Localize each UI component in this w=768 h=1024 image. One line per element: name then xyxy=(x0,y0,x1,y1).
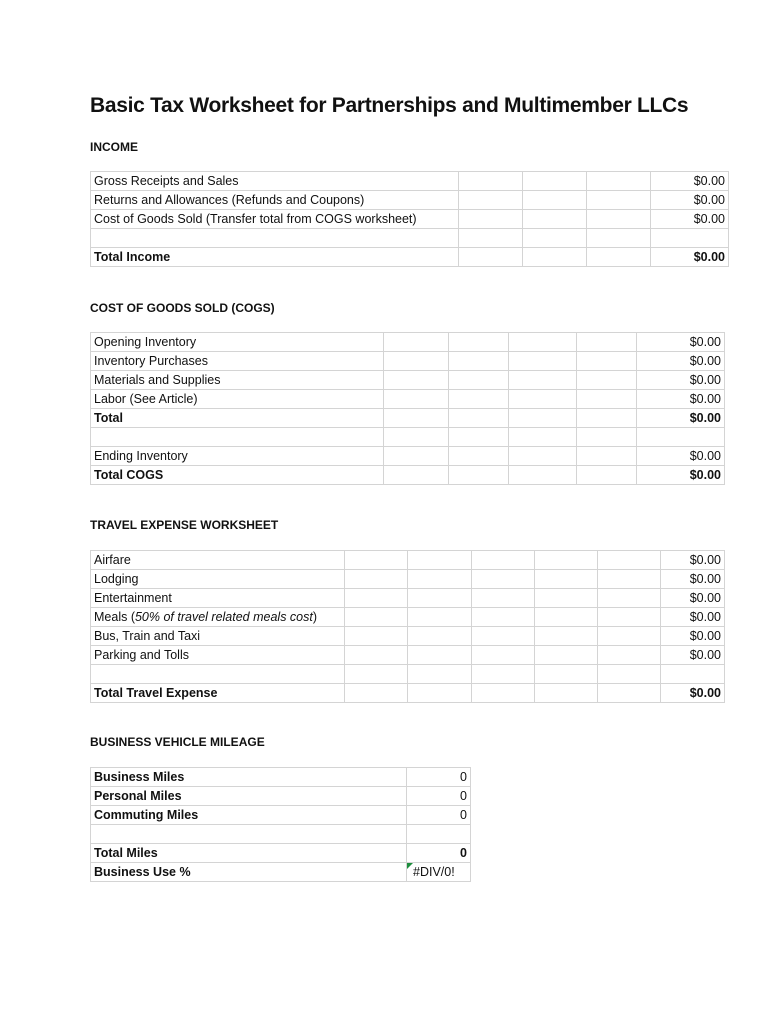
table-row xyxy=(91,627,725,646)
row-value[interactable]: $0.00 xyxy=(651,191,729,210)
row-label[interactable]: Commuting Miles xyxy=(91,806,407,825)
row-label[interactable]: Airfare xyxy=(91,551,345,570)
table-row xyxy=(91,390,725,409)
business-use-value[interactable] xyxy=(407,863,471,882)
business-use-row xyxy=(91,863,471,882)
table-row xyxy=(91,608,725,627)
row-value[interactable]: $0.00 xyxy=(651,210,729,229)
table-row xyxy=(91,551,725,570)
row-label[interactable]: Total Income xyxy=(91,248,459,267)
row-value[interactable]: $0.00 xyxy=(661,627,725,646)
row-value[interactable]: $0.00 xyxy=(661,589,725,608)
table-row xyxy=(91,210,729,229)
total-income-row xyxy=(91,248,729,267)
row-value[interactable]: $0.00 xyxy=(637,371,725,390)
error-indicator-icon xyxy=(407,863,413,869)
total-miles-value[interactable]: 0 xyxy=(407,844,471,863)
table-row xyxy=(91,589,725,608)
table-row-empty xyxy=(91,665,725,684)
row-value[interactable]: $0.00 xyxy=(637,390,725,409)
row-value[interactable]: $0.00 xyxy=(637,447,725,466)
row-value[interactable]: $0.00 xyxy=(661,570,725,589)
total-travel-value[interactable]: $0.00 xyxy=(661,684,725,703)
cogs-table xyxy=(90,332,725,485)
total-cogs-value[interactable]: $0.00 xyxy=(637,466,725,485)
table-row xyxy=(91,191,729,210)
meals-note: 50% of travel related meals cost xyxy=(134,609,313,624)
row-value[interactable]: $0.00 xyxy=(661,608,725,627)
error-text: #DIV/0! xyxy=(413,864,455,879)
table-row xyxy=(91,787,471,806)
table-row xyxy=(91,768,471,787)
cogs-subtotal-row xyxy=(91,409,725,428)
travel-heading: TRAVEL EXPENSE WORKSHEET xyxy=(90,518,279,532)
row-label[interactable] xyxy=(91,608,345,627)
row-label[interactable]: Total COGS xyxy=(91,466,384,485)
row-label[interactable]: Labor (See Article) xyxy=(91,390,384,409)
table-row xyxy=(91,172,729,191)
meals-label: Meals ( xyxy=(94,609,135,624)
table-row xyxy=(91,806,471,825)
row-label[interactable]: Cost of Goods Sold (Transfer total from COGS worksheet) xyxy=(91,210,459,229)
income-table xyxy=(90,171,729,267)
table-row-empty xyxy=(91,428,725,447)
table-row xyxy=(91,371,725,390)
row-label[interactable]: Lodging xyxy=(91,570,345,589)
table-row xyxy=(91,352,725,371)
row-label[interactable]: Entertainment xyxy=(91,589,345,608)
row-label[interactable]: Parking and Tolls xyxy=(91,646,345,665)
row-label[interactable]: Personal Miles xyxy=(91,787,407,806)
row-label[interactable]: Total Travel Expense xyxy=(91,684,345,703)
row-value[interactable]: 0 xyxy=(407,787,471,806)
row-label[interactable]: Returns and Allowances (Refunds and Coupons) xyxy=(91,191,459,210)
row-label[interactable]: Business Miles xyxy=(91,768,407,787)
row-label[interactable]: Inventory Purchases xyxy=(91,352,384,371)
row-value[interactable]: $0.00 xyxy=(661,551,725,570)
total-cogs-row xyxy=(91,466,725,485)
total-income-value[interactable]: $0.00 xyxy=(651,248,729,267)
row-value[interactable]: $0.00 xyxy=(637,409,725,428)
row-label[interactable]: Opening Inventory xyxy=(91,333,384,352)
table-row xyxy=(91,570,725,589)
cogs-heading: COST OF GOODS SOLD (COGS) xyxy=(90,301,275,315)
row-value[interactable]: $0.00 xyxy=(661,646,725,665)
income-heading: INCOME xyxy=(90,140,138,154)
table-row-empty xyxy=(91,229,729,248)
row-label[interactable]: Ending Inventory xyxy=(91,447,384,466)
row-label[interactable]: Gross Receipts and Sales xyxy=(91,172,459,191)
row-label[interactable]: Bus, Train and Taxi xyxy=(91,627,345,646)
mileage-heading: BUSINESS VEHICLE MILEAGE xyxy=(90,735,265,749)
total-miles-row xyxy=(91,844,471,863)
row-label[interactable]: Materials and Supplies xyxy=(91,371,384,390)
travel-table xyxy=(90,550,725,703)
total-travel-row xyxy=(91,684,725,703)
table-row-empty xyxy=(91,825,471,844)
row-value[interactable]: $0.00 xyxy=(637,333,725,352)
row-value[interactable]: 0 xyxy=(407,806,471,825)
mileage-table xyxy=(90,767,471,882)
row-label[interactable]: Total Miles xyxy=(91,844,407,863)
row-label[interactable]: Business Use % xyxy=(91,863,407,882)
row-value[interactable]: 0 xyxy=(407,768,471,787)
table-row xyxy=(91,646,725,665)
row-label[interactable]: Total xyxy=(91,409,384,428)
table-row xyxy=(91,333,725,352)
page-title: Basic Tax Worksheet for Partnerships and Multimember LLCs xyxy=(90,94,689,117)
row-value[interactable]: $0.00 xyxy=(637,352,725,371)
ending-inventory-row xyxy=(91,447,725,466)
meals-label-end: ) xyxy=(312,609,318,624)
row-value[interactable]: $0.00 xyxy=(651,172,729,191)
